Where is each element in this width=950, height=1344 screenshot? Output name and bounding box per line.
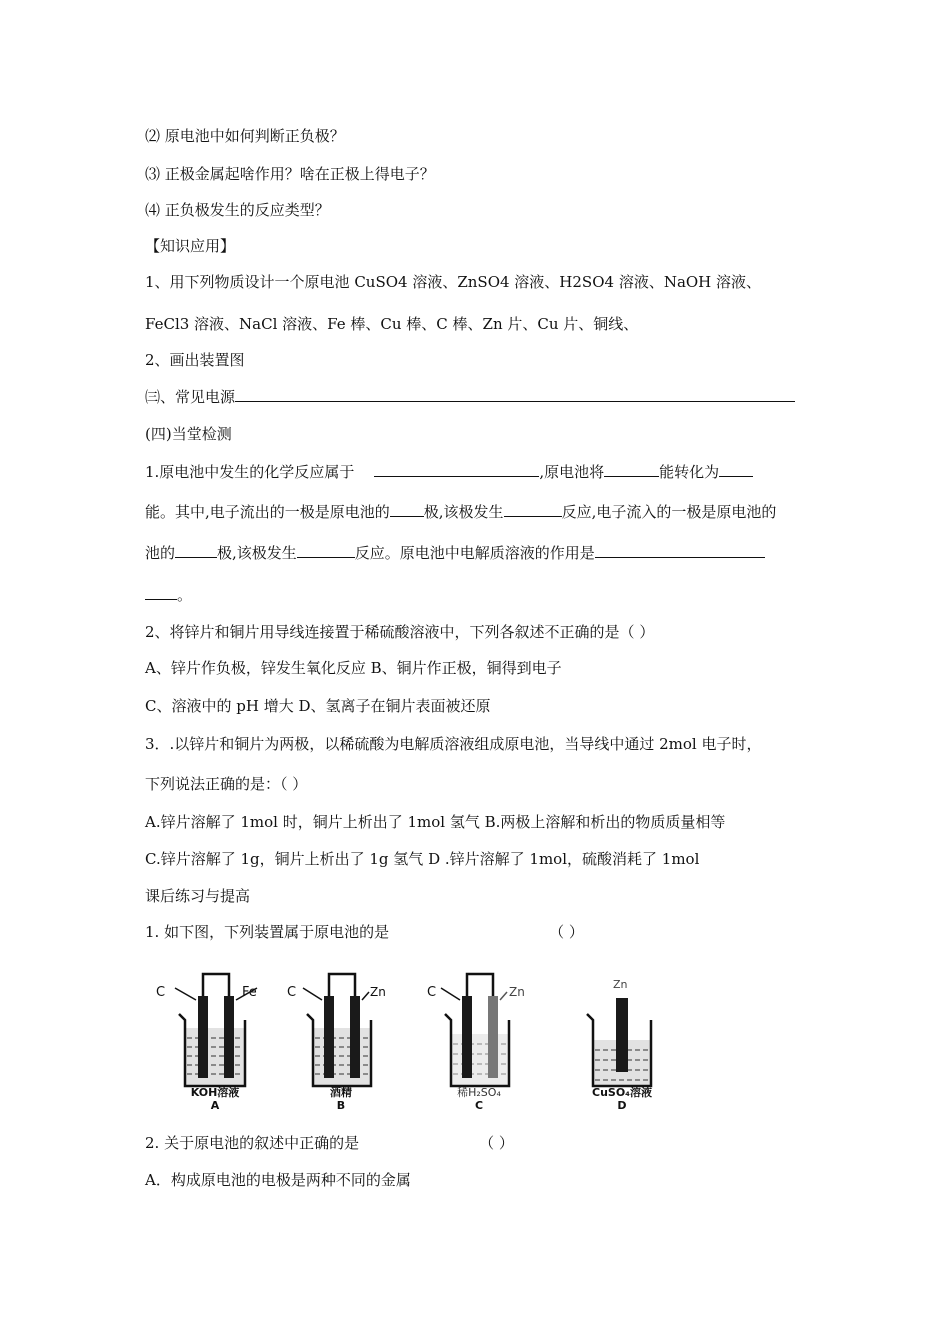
- text-segment: 反应,电子流入的一极是原电池的: [561, 503, 777, 521]
- practice-1-question: [145, 922, 584, 942]
- text-segment: 。: [177, 586, 193, 604]
- electrode-left: [324, 996, 334, 1078]
- text-segment: 池的: [145, 544, 176, 562]
- solution-fill: [185, 1028, 245, 1086]
- electrode-right: [224, 996, 234, 1078]
- electrode-left: [462, 996, 472, 1078]
- electrode-left-label: C: [156, 985, 166, 1000]
- solution-fill: [313, 1028, 371, 1086]
- electrode-right: [350, 996, 360, 1078]
- answer-blank[interactable]: [297, 543, 355, 558]
- test-2-options-cd: C、溶液中的 pH 增大 D、氢离子在铜片表面被还原: [145, 697, 491, 715]
- test-3-options-cd: C.锌片溶解了 1g，铜片上析出了 1g 氢气 D .锌片溶解了 1mol，硫酸消耗了 1mol: [145, 850, 700, 868]
- question-3-line: ⑶ 正极金属起啥作用？啥在正极上得电子？: [145, 165, 435, 183]
- test-1-line-a: [145, 462, 753, 482]
- test-2-question: 2、将锌片和铜片用导线连接置于稀硫酸溶液中，下列各叙述不正确的是（ ）: [145, 623, 655, 641]
- test-3-question-b: 下列说法正确的是：（ ）: [145, 775, 308, 793]
- section-4-heading: (四)当堂检测: [145, 425, 232, 443]
- text-segment: 能转化为: [659, 463, 720, 481]
- test-1-line-b: [145, 502, 776, 522]
- text-segment: ,原电池将: [539, 463, 605, 481]
- text-segment: 2. 关于原电池的叙述中正确的是: [145, 1134, 360, 1152]
- electrode-right-label: Zn: [370, 985, 386, 999]
- test-1-line-d: [145, 585, 192, 605]
- answer-blank[interactable]: [719, 462, 753, 477]
- answer-blank[interactable]: [604, 462, 659, 477]
- beaker-d: [587, 978, 652, 1112]
- answer-blank[interactable]: [595, 543, 765, 558]
- answer-blank[interactable]: [175, 543, 217, 558]
- application-1-line-b: FeCl3 溶液、NaCl 溶液、Fe 棒、Cu 棒、C 棒、Zn 片、Cu 片、铜线、: [145, 315, 639, 333]
- question-4-line: ⑷ 正负极发生的反应类型？: [145, 201, 330, 219]
- text-segment: 能。其中,电子流出的一极是原电池的: [145, 503, 390, 521]
- practice-2-option-a: A．构成原电池的电极是两种不同的金属: [145, 1171, 411, 1189]
- answer-blank[interactable]: [390, 502, 424, 517]
- text-segment: 1.原电池中发生的化学反应属于: [145, 463, 355, 481]
- test-3-question-a: 3．.以锌片和铜片为两极，以稀硫酸为电解质溶液组成原电池，当导线中通过 2mol 电子时，: [145, 735, 762, 753]
- galvanic-cell-figure: [145, 970, 685, 1115]
- solution-label: CuSO₄溶液: [592, 1086, 652, 1099]
- option-letter: A: [210, 1099, 220, 1112]
- solution-label: KOH溶液: [190, 1086, 240, 1099]
- option-letter: C: [474, 1099, 484, 1112]
- electrode-left-label: C: [427, 985, 437, 1000]
- test-1-line-c: [145, 543, 765, 563]
- text-segment: 反应。原电池中电解质溶液的作用是: [354, 544, 595, 562]
- electrode-left: [198, 996, 208, 1078]
- beaker-c: [427, 974, 525, 1112]
- beaker-b: [287, 974, 386, 1112]
- application-2-line: 2、画出装置图: [145, 351, 245, 369]
- practice-2-question: [145, 1133, 514, 1153]
- test-2-options-ab: A、锌片作负极，锌发生氧化反应 B、铜片作正极，铜得到电子: [145, 659, 562, 677]
- knowledge-heading: 【知识应用】: [145, 237, 236, 255]
- after-class-heading: 课后练习与提高: [145, 887, 251, 905]
- text-segment: 极,该极发生: [423, 503, 504, 521]
- option-letter: B: [336, 1099, 346, 1112]
- answer-paren[interactable]: （ ）: [549, 923, 584, 941]
- answer-blank[interactable]: [145, 585, 177, 600]
- answer-blank[interactable]: [504, 502, 562, 517]
- answer-blank[interactable]: [374, 462, 539, 477]
- beaker-a: [156, 974, 257, 1112]
- solution-label: 稀H₂SO₄: [457, 1086, 501, 1099]
- option-letter: D: [617, 1099, 627, 1112]
- test-3-options-ab: A.锌片溶解了 1mol 时，铜片上析出了 1mol 氢气 B.两极上溶解和析出的物质质量相等: [145, 813, 726, 831]
- solution-fill: [451, 1034, 509, 1086]
- common-power-label: ㈢、常见电源: [145, 388, 236, 406]
- application-1-line-a: 1、用下列物质设计一个原电池 CuSO4 溶液、ZnSO4 溶液、H2SO4 溶液、NaOH 溶液、: [145, 273, 762, 291]
- electrode-left-label: C: [287, 985, 297, 1000]
- solution-label: 酒精: [330, 1086, 352, 1099]
- answer-paren[interactable]: （ ）: [479, 1134, 514, 1152]
- answer-blank[interactable]: [235, 387, 795, 402]
- electrode-right-label: Zn: [509, 985, 525, 999]
- zinc-strip: [616, 998, 628, 1072]
- electrode-right: [488, 996, 498, 1078]
- question-2-line: ⑵ 原电池中如何判断正负极？: [145, 127, 345, 145]
- text-segment: 极,该极发生: [217, 544, 297, 562]
- electrode-label: Zn: [613, 978, 628, 991]
- common-power-line: [145, 387, 795, 407]
- text-segment: 1. 如下图，下列装置属于原电池的是: [145, 923, 390, 941]
- electrode-right-label: Fe: [242, 985, 257, 1000]
